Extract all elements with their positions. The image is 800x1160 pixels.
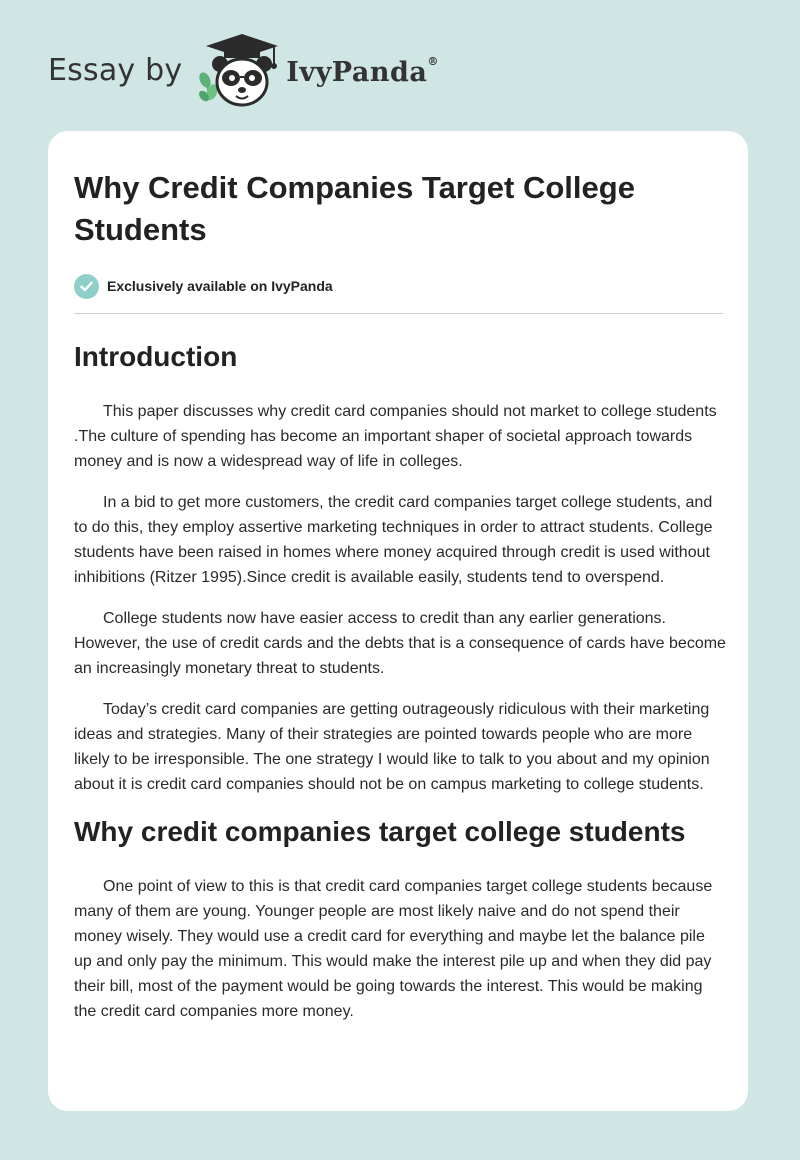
paragraph: One point of view to this is that credit card companies target college students because many of them are young. Younger people are most likely naive and do not spend their money wisely. They would use a credit card for everything and maybe let the balance pile up and only pay the minimum. This would make the interest pile up and when they did pay their bill, most of the payment would be going towards the interest. This would be making the credit card companies more money. — [74, 878, 713, 1020]
registered-mark: ® — [427, 54, 439, 68]
essay-by-label: Essay by — [48, 52, 183, 88]
panda-logo-icon[interactable] — [196, 30, 282, 110]
section-heading-why-target: Why credit companies target college students — [74, 816, 686, 847]
brand-name: IvyPanda — [286, 56, 428, 88]
divider — [74, 313, 723, 314]
exclusive-badge — [74, 273, 722, 299]
brand-wordmark[interactable] — [286, 54, 439, 88]
essay-card — [48, 131, 748, 1111]
paragraph: Today’s credit card companies are getting outrageously ridiculous with their marketing ideas and strategies. Many of their strategies are pointed towards people who are more likely to be irresponsible. The one strategy I would like to talk to you about and my opinion about it is credit card companies should not be on campus marketing to college students. — [74, 701, 710, 793]
paragraph: In a bid to get more customers, the credit card companies target college students, and to do this, they employ assertive marketing techniques in order to attract students. College students have been raised in homes where money acquired through credit is used without inhibitions (Ritzer 1995).Since credit is available easily, students tend to overspend. — [74, 494, 713, 586]
paragraph: College students now have easier access to credit than any earlier generations. However, the use of credit cards and the debts that is a consequence of cards have become an increasingly monetary threat to students. — [74, 610, 726, 677]
section-heading-introduction: Introduction — [74, 341, 238, 372]
page-title: Why Credit Companies Target College Students — [74, 170, 635, 247]
exclusive-label: Exclusively available on IvyPanda — [107, 278, 333, 294]
site-header — [48, 30, 439, 110]
check-circle-icon — [74, 274, 99, 299]
paragraph: This paper discusses why credit card companies should not market to college students .The culture of spending has become an important shaper of societal approach towards money and is now a widespread way of life in colleges. — [74, 403, 717, 470]
